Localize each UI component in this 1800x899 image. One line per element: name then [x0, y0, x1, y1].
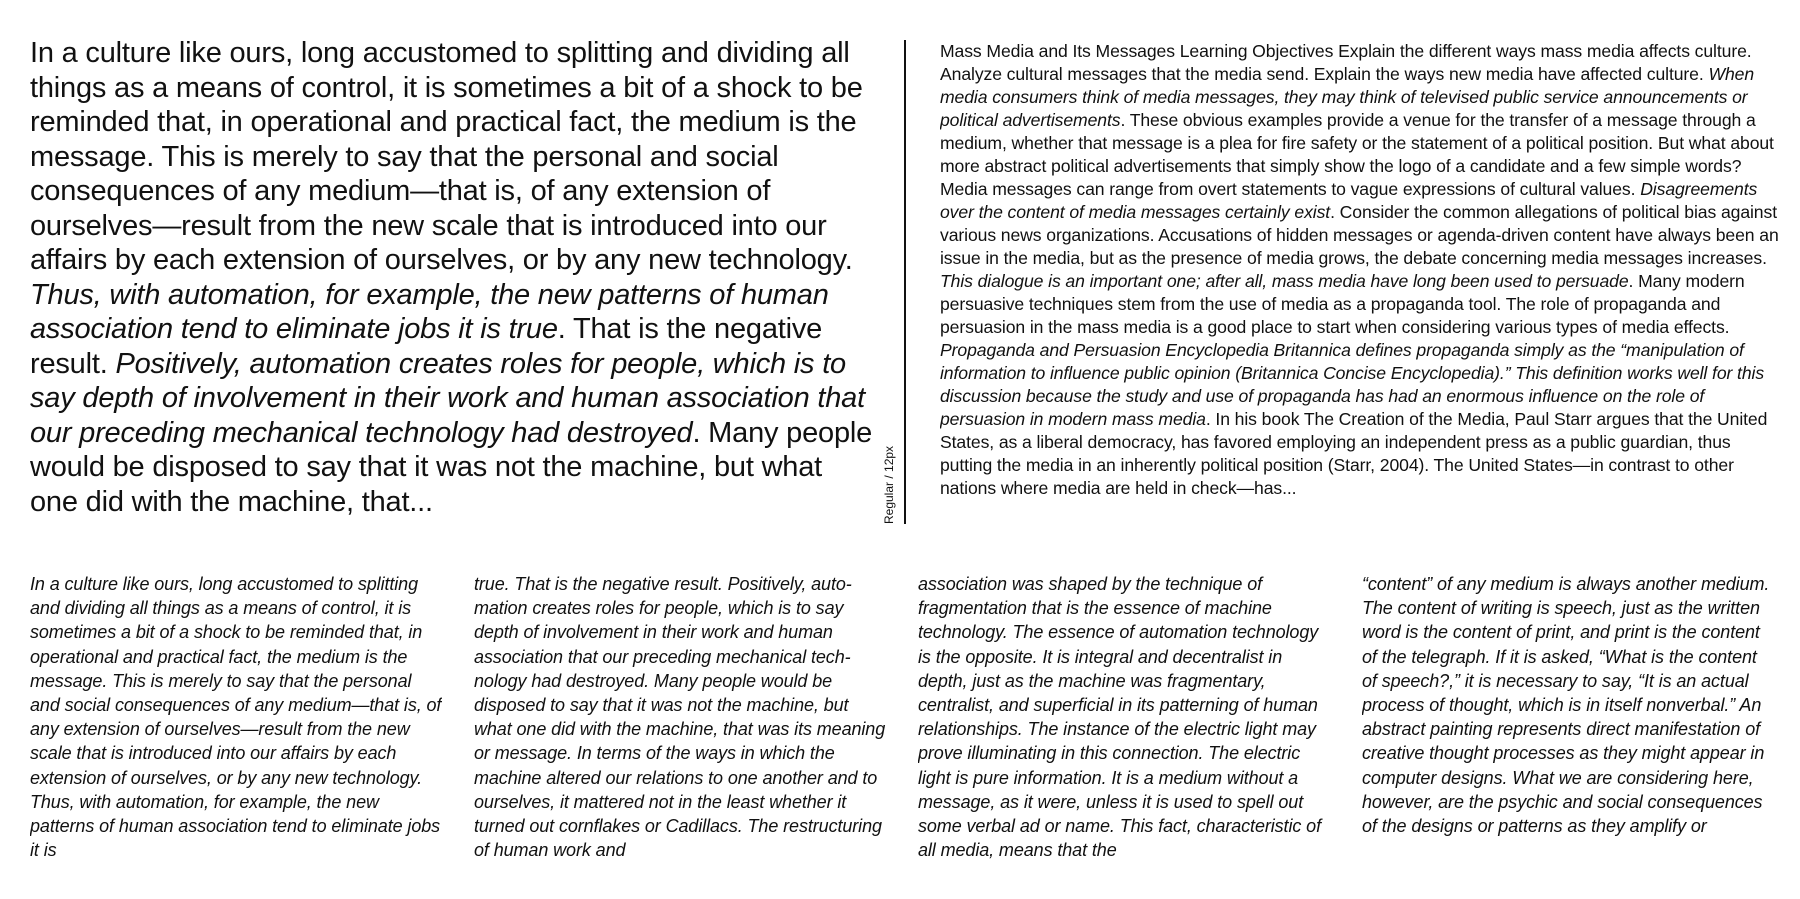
italic-columns: [30, 572, 1780, 872]
italic-text-segment: This dialogue is an important one; after all, mass media have long been used to persuade: [940, 271, 1629, 291]
text-segment: . In his book The Creation of the Media, Paul Starr argues that the United States, as a liberal democracy, has favored employing an independent press as a public guardian, thus putting the media in an inherently political position (Starr, 2004). The United States—in contrast to other nations where media are held in check—has...: [940, 409, 1768, 498]
italic-text-segment: When media consumers think of media messages, they may think of televised public service announcements or political advertisements: [940, 64, 1755, 130]
vertical-divider: [904, 40, 906, 524]
text-segment: . Consider the common allegations of political bias against various news organizations. Accusations of hidden messages or agenda-driven content have always been an issue in the media, but as the presence of media grows, the debate concerning media messages increases.: [940, 202, 1779, 268]
text-segment: . These obvious examples provide a venue for the transfer of a message through a medium, whether that message is a plea for fire safety or the statement of a political position. But what about more abstract political advertisements that simply show the logo of a candidate and a few simple words? Media messages can range from overt statements to vague expressions of cultural values.: [940, 110, 1774, 199]
text-segment: . That is the negative result.: [30, 313, 823, 380]
large-text-block: [30, 36, 875, 526]
type-spec-label: Regular / 12px: [882, 445, 896, 524]
italic-text-segment: Disagreements over the content of media messages certainly exist: [940, 179, 1758, 222]
text-segment: . Many people would be disposed to say that it was not the machine, but what one did with the machine, that...: [30, 416, 873, 518]
text-column-2: true. That is the negative result. Positively, automation creates roles for people, which is to say depth of involvement in their work and human association that our preceding mechanical technology had destroyed. Many people would be disposed to say that it was not the machine, but what one did with the machine, that was its meaning or message. In terms of the ways in which the machine altered our relations to one another and to ourselves, it mattered not in the least whether it turned out cornflakes or Cadillacs. The restructuring of human work and: [474, 574, 886, 861]
text-column-3: association was shaped by the technique of fragmentation that is the essence of machine technology. The essence of automation technology is the opposite. It is integral and decentralist in depth, just as the machine was fragmentary, centralist, and superficial in its patterning of human relationships. The instance of the electric light may prove illuminating in this connection. The electric light is pure information. It is a medium without a message, as it were, unless it is used to spell out some verbal ad or name. This fact, characteristic of all media, means that the: [918, 574, 1321, 861]
regular-text-block: [940, 40, 1780, 526]
italic-text-segment: Thus, with automation, for example, the new patterns of human association tend to eliminate jobs it is true: [30, 278, 829, 345]
text-column-4: “content” of any medium is always another medium. The content of writing is speech, just as the written word is the content of print, and print is the content of the telegraph. If it is asked, “What is the content of speech?,” it is necessary to say, “It is an actual process of thought, which is in itself nonverbal.” An abstract painting represents direct manifestation of creative thought processes as they might appear in computer designs. What we are considering here, however, are the psychic and social consequences of the designs or patterns as they amplify or: [1362, 574, 1770, 837]
text-segment: . Many modern persuasive techniques stem from the use of media as a propaganda tool. The role of propaganda and persuasion in the mass media is a good place to start when considering various types of media effects.: [940, 271, 1745, 337]
italic-text-segment: Propaganda and Persuasion Encyclopedia Britannica defines propaganda simply as the “manipulation of information to influence public opinion (Britannica Concise Encyclopedia).” This definition works well for this discussion because the study and use of propaganda has had an enormous influence on the role of persuasion in modern mass media: [940, 340, 1765, 429]
italic-text-segment: Positively, automation creates roles for people, which is to say depth of involvement in their work and human association that our preceding mechanical technology had destroyed: [30, 347, 865, 449]
text-column-1: In a culture like ours, long accustomed to splitting and dividing all things as a means of control, it is sometimes a bit of a shock to be reminded that, in operational and practical fact, the medium is the message. This is merely to say that the personal and social consequences of any medium—that is, of any extension of ourselves—result from the new scale that is introduced into our affairs by each extension of ourselves, or by any new technology. Thus, with automation, for example, the new patterns of human association tend to eliminate jobs it is: [30, 574, 442, 861]
text-segment: In a culture like ours, long accustomed to splitting and dividing all things as a means of control, it is sometimes a bit of a shock to be reminded that, in operational and practical fact, the medium is the message. This is merely to say that the personal and social consequences of any medium—that is, of any extension of ourselves—result from the new scale that is introduced into our affairs by each extension of ourselves, or by any new technology.: [30, 37, 863, 276]
text-segment: Mass Media and Its Messages Learning Objectives Explain the different ways mass media affects culture. Analyze cultural messages that the media send. Explain the ways new media have affected culture.: [940, 41, 1752, 84]
